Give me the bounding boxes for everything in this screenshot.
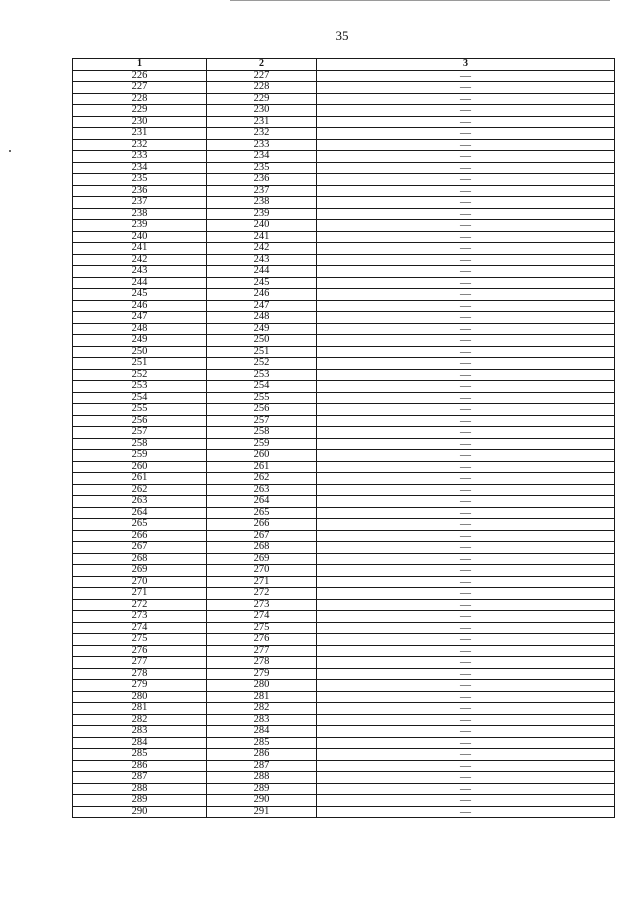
dash-cell: — [317, 231, 615, 243]
dash-cell: — [317, 162, 615, 174]
table-row [73, 300, 615, 312]
cell-col-2: 243 [207, 254, 317, 266]
dash-cell: — [317, 174, 615, 186]
cell-col-1: 236 [73, 185, 207, 197]
cell-col-2: 238 [207, 197, 317, 209]
top-border-line [230, 0, 610, 1]
table-row [73, 82, 615, 94]
cell-col-2: 278 [207, 657, 317, 669]
dash-cell: — [317, 714, 615, 726]
cell-col-2: 250 [207, 335, 317, 347]
table-row [73, 415, 615, 427]
cell-col-2: 285 [207, 737, 317, 749]
dash-cell: — [317, 737, 615, 749]
cell-col-2: 239 [207, 208, 317, 220]
cell-col-2: 270 [207, 565, 317, 577]
column-header-3: 3 [317, 59, 615, 71]
cell-col-1: 275 [73, 634, 207, 646]
cell-col-2: 276 [207, 634, 317, 646]
dash-cell: — [317, 151, 615, 163]
table-row [73, 496, 615, 508]
table-row [73, 507, 615, 519]
table-row [73, 438, 615, 450]
table-row [73, 381, 615, 393]
table-row [73, 289, 615, 301]
cell-col-1: 263 [73, 496, 207, 508]
cell-col-2: 266 [207, 519, 317, 531]
dash-cell: — [317, 565, 615, 577]
cell-col-1: 255 [73, 404, 207, 416]
cell-col-1: 250 [73, 346, 207, 358]
table-row [73, 760, 615, 772]
cell-col-1: 241 [73, 243, 207, 255]
table-row [73, 128, 615, 140]
cell-col-1: 254 [73, 392, 207, 404]
cell-col-2: 264 [207, 496, 317, 508]
cell-col-2: 269 [207, 553, 317, 565]
cell-col-1: 252 [73, 369, 207, 381]
cell-col-2: 284 [207, 726, 317, 738]
cell-col-2: 273 [207, 599, 317, 611]
column-header-2: 2 [207, 59, 317, 71]
dash-cell: — [317, 772, 615, 784]
dash-cell: — [317, 691, 615, 703]
dash-cell: — [317, 461, 615, 473]
dash-cell: — [317, 622, 615, 634]
table-row [73, 484, 615, 496]
dash-cell: — [317, 185, 615, 197]
cell-col-1: 280 [73, 691, 207, 703]
cell-col-1: 281 [73, 703, 207, 715]
cell-col-1: 245 [73, 289, 207, 301]
cell-col-2: 229 [207, 93, 317, 105]
cell-col-1: 235 [73, 174, 207, 186]
cell-col-2: 268 [207, 542, 317, 554]
cell-col-1: 231 [73, 128, 207, 140]
cell-col-2: 277 [207, 645, 317, 657]
cell-col-2: 237 [207, 185, 317, 197]
table-row [73, 369, 615, 381]
table-row [73, 162, 615, 174]
cell-col-2: 263 [207, 484, 317, 496]
cell-col-1: 279 [73, 680, 207, 692]
dash-cell: — [317, 450, 615, 462]
table-row [73, 645, 615, 657]
table-row [73, 691, 615, 703]
table-row [73, 737, 615, 749]
table-row [73, 806, 615, 818]
dash-cell: — [317, 473, 615, 485]
cell-col-1: 282 [73, 714, 207, 726]
page-number: 35 [335, 28, 349, 43]
table-row [73, 611, 615, 623]
cell-col-1: 270 [73, 576, 207, 588]
table-row [73, 93, 615, 105]
cell-col-1: 264 [73, 507, 207, 519]
dash-cell: — [317, 657, 615, 669]
table-row [73, 208, 615, 220]
cell-col-1: 285 [73, 749, 207, 761]
cell-col-2: 281 [207, 691, 317, 703]
column-header-1: 1 [73, 59, 207, 71]
dash-cell: — [317, 116, 615, 128]
table-row [73, 680, 615, 692]
dash-cell: — [317, 289, 615, 301]
dash-cell: — [317, 243, 615, 255]
table-row [73, 622, 615, 634]
dash-cell: — [317, 611, 615, 623]
cell-col-1: 258 [73, 438, 207, 450]
table-row [73, 185, 615, 197]
cell-col-1: 229 [73, 105, 207, 117]
dash-cell: — [317, 358, 615, 370]
cell-col-1: 290 [73, 806, 207, 818]
dash-cell: — [317, 197, 615, 209]
cell-col-2: 256 [207, 404, 317, 416]
cell-col-1: 269 [73, 565, 207, 577]
cell-col-1: 278 [73, 668, 207, 680]
cell-col-1: 274 [73, 622, 207, 634]
dash-cell: — [317, 645, 615, 657]
cell-col-1: 232 [73, 139, 207, 151]
cell-col-2: 258 [207, 427, 317, 439]
table-row [73, 772, 615, 784]
cell-col-2: 275 [207, 622, 317, 634]
table-row [73, 473, 615, 485]
dash-cell: — [317, 806, 615, 818]
table-row [73, 105, 615, 117]
dash-cell: — [317, 726, 615, 738]
table-row [73, 335, 615, 347]
dash-cell: — [317, 576, 615, 588]
cell-col-1: 246 [73, 300, 207, 312]
cell-col-1: 277 [73, 657, 207, 669]
dash-cell: — [317, 415, 615, 427]
table-row [73, 358, 615, 370]
table-row [73, 404, 615, 416]
table-row [73, 726, 615, 738]
cell-col-2: 282 [207, 703, 317, 715]
cell-col-2: 288 [207, 772, 317, 784]
cell-col-2: 254 [207, 381, 317, 393]
cell-col-2: 261 [207, 461, 317, 473]
cell-col-2: 230 [207, 105, 317, 117]
table-body [73, 70, 615, 818]
dash-cell: — [317, 323, 615, 335]
cell-col-2: 267 [207, 530, 317, 542]
dash-cell: — [317, 749, 615, 761]
cell-col-1: 227 [73, 82, 207, 94]
dash-cell: — [317, 783, 615, 795]
cell-col-1: 230 [73, 116, 207, 128]
cell-col-2: 240 [207, 220, 317, 232]
dash-cell: — [317, 680, 615, 692]
dash-cell: — [317, 438, 615, 450]
dash-cell: — [317, 93, 615, 105]
dash-cell: — [317, 404, 615, 416]
cell-col-2: 291 [207, 806, 317, 818]
table-row [73, 277, 615, 289]
cell-col-2: 253 [207, 369, 317, 381]
cell-col-1: 272 [73, 599, 207, 611]
cell-col-1: 256 [73, 415, 207, 427]
cell-col-2: 255 [207, 392, 317, 404]
cell-col-2: 272 [207, 588, 317, 600]
cell-col-1: 226 [73, 70, 207, 82]
table-row [73, 565, 615, 577]
dash-cell: — [317, 346, 615, 358]
cell-col-1: 289 [73, 795, 207, 807]
cell-col-2: 227 [207, 70, 317, 82]
cell-col-1: 260 [73, 461, 207, 473]
table-row [73, 174, 615, 186]
dash-cell: — [317, 220, 615, 232]
cell-col-1: 268 [73, 553, 207, 565]
cell-col-1: 276 [73, 645, 207, 657]
table-row [73, 243, 615, 255]
table-row [73, 588, 615, 600]
cell-col-1: 257 [73, 427, 207, 439]
cell-col-1: 234 [73, 162, 207, 174]
dash-cell: — [317, 277, 615, 289]
table-row [73, 714, 615, 726]
table-row [73, 116, 615, 128]
dash-cell: — [317, 542, 615, 554]
cell-col-1: 288 [73, 783, 207, 795]
dash-cell: — [317, 335, 615, 347]
dash-cell: — [317, 519, 615, 531]
table-row [73, 139, 615, 151]
dash-cell: — [317, 599, 615, 611]
cell-col-2: 265 [207, 507, 317, 519]
dash-cell: — [317, 208, 615, 220]
cell-col-1: 259 [73, 450, 207, 462]
cell-col-1: 249 [73, 335, 207, 347]
dash-cell: — [317, 381, 615, 393]
cell-col-1: 261 [73, 473, 207, 485]
cell-col-2: 235 [207, 162, 317, 174]
cell-col-2: 233 [207, 139, 317, 151]
cell-col-2: 249 [207, 323, 317, 335]
table-row [73, 576, 615, 588]
dash-cell: — [317, 484, 615, 496]
table-row [73, 220, 615, 232]
table-row [73, 70, 615, 82]
dash-cell: — [317, 139, 615, 151]
cell-col-2: 271 [207, 576, 317, 588]
cell-col-2: 257 [207, 415, 317, 427]
table-row [73, 151, 615, 163]
header-row [73, 59, 615, 71]
cell-col-2: 246 [207, 289, 317, 301]
cell-col-1: 239 [73, 220, 207, 232]
cell-col-2: 260 [207, 450, 317, 462]
dash-cell: — [317, 553, 615, 565]
cell-col-1: 286 [73, 760, 207, 772]
cell-col-2: 231 [207, 116, 317, 128]
table-row [73, 749, 615, 761]
dash-cell: — [317, 530, 615, 542]
cell-col-1: 267 [73, 542, 207, 554]
cell-col-2: 244 [207, 266, 317, 278]
table-row [73, 266, 615, 278]
dash-cell: — [317, 703, 615, 715]
table-row [73, 795, 615, 807]
cell-col-2: 232 [207, 128, 317, 140]
cell-col-1: 238 [73, 208, 207, 220]
table-row [73, 427, 615, 439]
table-row [73, 703, 615, 715]
cell-col-1: 248 [73, 323, 207, 335]
dash-cell: — [317, 795, 615, 807]
cell-col-2: 248 [207, 312, 317, 324]
table-row [73, 530, 615, 542]
table-row [73, 450, 615, 462]
cell-col-1: 287 [73, 772, 207, 784]
table-row [73, 599, 615, 611]
cell-col-2: 242 [207, 243, 317, 255]
cell-col-2: 290 [207, 795, 317, 807]
table-row [73, 392, 615, 404]
dash-cell: — [317, 128, 615, 140]
cell-col-1: 240 [73, 231, 207, 243]
dash-cell: — [317, 254, 615, 266]
cell-col-2: 245 [207, 277, 317, 289]
table-row [73, 519, 615, 531]
table-row [73, 254, 615, 266]
cell-col-2: 259 [207, 438, 317, 450]
data-table [72, 58, 615, 818]
cell-col-2: 279 [207, 668, 317, 680]
dash-cell: — [317, 496, 615, 508]
table-row [73, 553, 615, 565]
table-row [73, 346, 615, 358]
cell-col-1: 233 [73, 151, 207, 163]
dash-cell: — [317, 300, 615, 312]
cell-col-2: 274 [207, 611, 317, 623]
cell-col-1: 243 [73, 266, 207, 278]
table-row [73, 634, 615, 646]
cell-col-1: 271 [73, 588, 207, 600]
cell-col-2: 262 [207, 473, 317, 485]
cell-col-2: 236 [207, 174, 317, 186]
cell-col-2: 241 [207, 231, 317, 243]
scan-speck [9, 150, 11, 152]
cell-col-2: 283 [207, 714, 317, 726]
table-row [73, 542, 615, 554]
cell-col-2: 234 [207, 151, 317, 163]
cell-col-1: 283 [73, 726, 207, 738]
cell-col-1: 265 [73, 519, 207, 531]
cell-col-1: 242 [73, 254, 207, 266]
table-row [73, 783, 615, 795]
dash-cell: — [317, 70, 615, 82]
dash-cell: — [317, 668, 615, 680]
table-row [73, 668, 615, 680]
table-row [73, 197, 615, 209]
dash-cell: — [317, 266, 615, 278]
cell-col-2: 228 [207, 82, 317, 94]
cell-col-2: 280 [207, 680, 317, 692]
cell-col-2: 286 [207, 749, 317, 761]
cell-col-1: 244 [73, 277, 207, 289]
dash-cell: — [317, 634, 615, 646]
dash-cell: — [317, 369, 615, 381]
table-row [73, 461, 615, 473]
dash-cell: — [317, 507, 615, 519]
dash-cell: — [317, 427, 615, 439]
cell-col-1: 273 [73, 611, 207, 623]
dash-cell: — [317, 760, 615, 772]
cell-col-2: 252 [207, 358, 317, 370]
table-row [73, 323, 615, 335]
table-row [73, 312, 615, 324]
cell-col-2: 289 [207, 783, 317, 795]
dash-cell: — [317, 312, 615, 324]
cell-col-1: 247 [73, 312, 207, 324]
table-row [73, 657, 615, 669]
cell-col-2: 247 [207, 300, 317, 312]
cell-col-1: 251 [73, 358, 207, 370]
cell-col-1: 228 [73, 93, 207, 105]
dash-cell: — [317, 588, 615, 600]
dash-cell: — [317, 392, 615, 404]
cell-col-2: 287 [207, 760, 317, 772]
cell-col-1: 237 [73, 197, 207, 209]
cell-col-1: 253 [73, 381, 207, 393]
cell-col-2: 251 [207, 346, 317, 358]
dash-cell: — [317, 82, 615, 94]
dash-cell: — [317, 105, 615, 117]
table-row [73, 231, 615, 243]
cell-col-1: 284 [73, 737, 207, 749]
cell-col-1: 266 [73, 530, 207, 542]
cell-col-1: 262 [73, 484, 207, 496]
